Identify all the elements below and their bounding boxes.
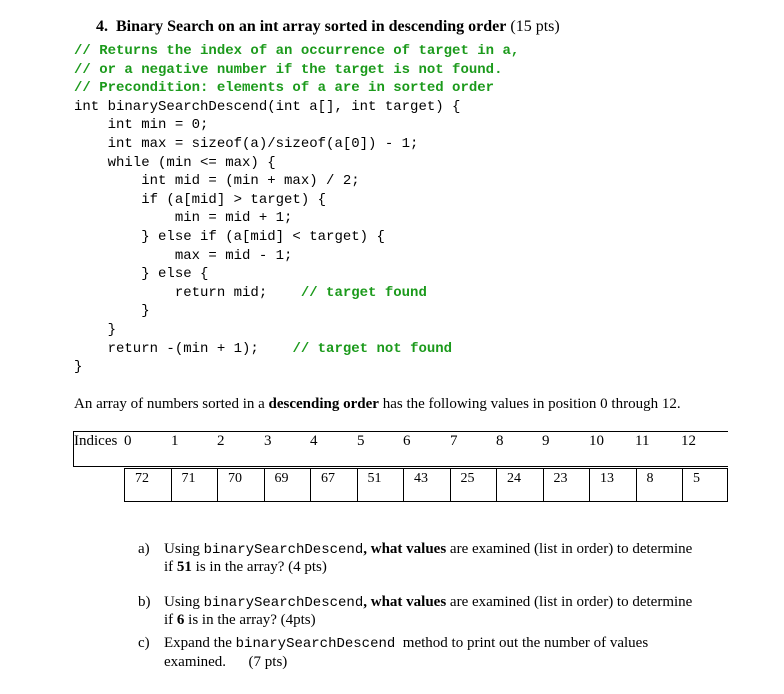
question-text bbox=[164, 593, 692, 612]
value-cell: 24 bbox=[497, 469, 544, 501]
value-cell: 23 bbox=[544, 469, 591, 501]
code-line: int mid = (min + max) / 2; bbox=[74, 173, 360, 190]
code-line: if (a[mid] > target) { bbox=[74, 191, 327, 208]
q-post: are examined (list in order) to determine bbox=[446, 541, 693, 557]
q-l2-post: is in the array? (4pts) bbox=[184, 612, 316, 628]
value-cell: 71 bbox=[172, 469, 219, 501]
index-cell: 7 bbox=[450, 433, 458, 449]
index-cell: 10 bbox=[589, 433, 604, 449]
index-cell: 0 bbox=[124, 433, 132, 449]
code-line: return mid; bbox=[74, 284, 268, 301]
code-line: max = mid - 1; bbox=[74, 247, 293, 264]
code-line: } bbox=[74, 303, 150, 320]
value-cell: 67 bbox=[311, 469, 358, 501]
code-line: int max = sizeof(a)/sizeof(a[0]) - 1; bbox=[74, 135, 419, 152]
index-cell: 2 bbox=[217, 433, 225, 449]
code-line: min = mid + 1; bbox=[74, 210, 293, 227]
value-cell: 51 bbox=[358, 469, 405, 501]
code-line: } else if (a[mid] < target) { bbox=[74, 228, 385, 245]
q-code: binarySearchDescend bbox=[235, 636, 396, 652]
index-cell: 12 bbox=[681, 433, 696, 449]
q-l2-bold: 6 bbox=[176, 612, 185, 628]
q-l2-pre: if bbox=[164, 559, 177, 575]
problem-points: (15 pts) bbox=[510, 18, 560, 35]
q-post: are examined (list in order) to determine bbox=[446, 594, 693, 610]
value-cell: 5 bbox=[693, 471, 700, 486]
q-bold: , what values bbox=[363, 594, 447, 610]
indices-label: Indices bbox=[74, 433, 118, 449]
q-bold: , what values bbox=[363, 541, 447, 557]
value-cell: 69 bbox=[265, 469, 312, 501]
intro-text: An array of numbers sorted in a bbox=[74, 396, 269, 412]
code-line: int binarySearchDescend(int a[], int target) { bbox=[74, 98, 461, 115]
q-code: binarySearchDescend bbox=[203, 542, 364, 558]
q-l2-pre: if bbox=[164, 612, 177, 628]
code-comment: // Returns the index of an occurrence of target in a, bbox=[74, 43, 520, 59]
value-cell: 13 bbox=[590, 469, 637, 501]
code-line: int min = 0; bbox=[74, 117, 209, 134]
intro-text-end: has the following values in position 0 through 12. bbox=[378, 396, 681, 412]
question-text-line2: examined. (7 pts) bbox=[164, 654, 288, 670]
q-pre: Using bbox=[164, 541, 204, 557]
value-cell: 70 bbox=[218, 469, 265, 501]
q-l2-bold: 51 bbox=[176, 559, 192, 575]
q-pre: Using bbox=[164, 594, 204, 610]
value-cell: 43 bbox=[404, 469, 451, 501]
problem-title bbox=[96, 18, 560, 36]
code-line: return -(min + 1); bbox=[74, 340, 259, 357]
code-block bbox=[74, 42, 519, 377]
question-text bbox=[164, 540, 692, 559]
intro-bold: descending order bbox=[268, 396, 379, 412]
value-cell: 8 bbox=[637, 469, 684, 501]
question-label: b) bbox=[138, 594, 151, 610]
index-cell: 4 bbox=[310, 433, 318, 449]
value-cell: 72 bbox=[125, 469, 172, 501]
code-comment: // target not found bbox=[292, 340, 453, 357]
index-cell: 11 bbox=[635, 433, 650, 449]
code-comment: // target found bbox=[300, 284, 427, 301]
array-description bbox=[74, 396, 681, 413]
question-label: c) bbox=[138, 635, 150, 651]
q-l2-post: is in the array? (4 pts) bbox=[191, 559, 327, 575]
question-text bbox=[164, 634, 648, 653]
index-cell: 5 bbox=[357, 433, 365, 449]
code-line: while (min <= max) { bbox=[74, 154, 276, 171]
q-code: binarySearchDescend bbox=[203, 595, 364, 611]
problem-number: 4. bbox=[96, 18, 108, 35]
index-cell: 1 bbox=[171, 433, 179, 449]
q-pre: Expand the bbox=[164, 635, 236, 651]
q-post: method to print out the number of values bbox=[395, 635, 649, 651]
problem-heading: Binary Search on an int array sorted in descending order bbox=[116, 18, 507, 35]
value-cell: 25 bbox=[451, 469, 498, 501]
question-text-line2 bbox=[164, 611, 316, 629]
index-cell: 8 bbox=[496, 433, 504, 449]
index-cell: 3 bbox=[264, 433, 272, 449]
question-label: a) bbox=[138, 541, 150, 557]
values-row bbox=[124, 468, 728, 502]
index-cell: 9 bbox=[542, 433, 550, 449]
code-line: } else { bbox=[74, 266, 209, 283]
question-text-line2 bbox=[164, 558, 327, 576]
code-line: } bbox=[74, 359, 83, 376]
code-comment: // Precondition: elements of a are in sorted order bbox=[74, 80, 495, 97]
code-line: } bbox=[74, 321, 117, 338]
index-cell: 6 bbox=[403, 433, 411, 449]
code-comment: // or a negative number if the target is not found. bbox=[74, 61, 503, 78]
